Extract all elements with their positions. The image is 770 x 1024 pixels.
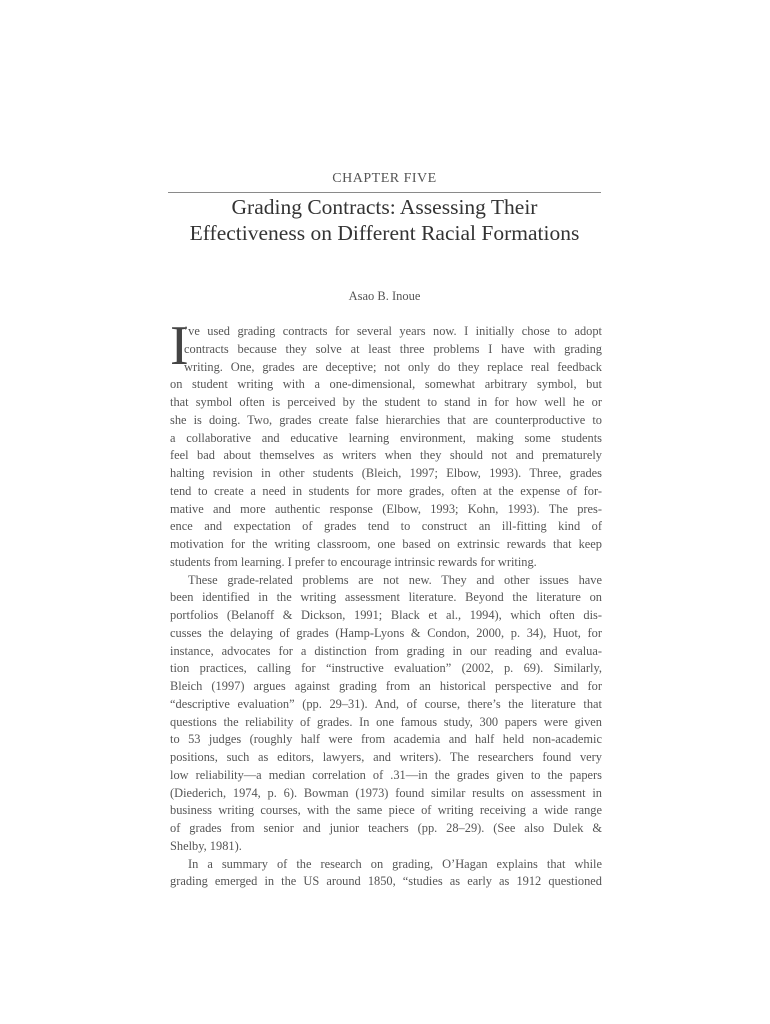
title-rule	[168, 192, 601, 193]
body-line: mative and more authentic response (Elbow, 1993; Kohn, 1993). The pres-	[170, 501, 602, 516]
body-line: tend to create a need in students for more grades, often at the expense of for-	[170, 483, 602, 498]
body-line: Bleich (1997) argues against grading from an historical perspective and for	[170, 679, 602, 693]
body-line: ence and expectation of grades tend to construct an ill-fitting kind of	[170, 519, 602, 534]
body-line: business writing courses, with the same piece of writing receiving a wide range	[170, 803, 602, 818]
body-line: cusses the delaying of grades (Hamp-Lyons & Condon, 2000, p. 34), Huot, for	[170, 625, 602, 640]
body-line: tion practices, calling for “instructive evaluation” (2002, p. 69). Similarly,	[170, 661, 602, 676]
body-line: In a summary of the research on grading, O’Hagan explains that while	[188, 856, 602, 871]
body-line: instance, advocates for a distinction from grading in our reading and evalua-	[170, 643, 602, 658]
body-line: students from learning. I prefer to encourage intrinsic rewards for writing.	[170, 554, 537, 569]
body-line: low reliability—a median correlation of .31—in the grades given to the papers	[170, 767, 602, 782]
body-line: halting revision in other students (Bleich, 1997; Elbow, 1993). Three, grades	[170, 466, 602, 480]
body-line: Shelby, 1981).	[170, 838, 242, 853]
body-line: contracts because they solve at least three problems I have with grading	[184, 341, 602, 356]
chapter-title	[158, 194, 611, 246]
body-line: portfolios (Belanoff & Dickson, 1991; Black et al., 1994), which often dis-	[170, 608, 602, 622]
body-text	[170, 323, 602, 891]
body-line: ’ve used grading contracts for several years now. I initially chose to adopt	[184, 324, 602, 338]
body-line: questions the reliability of grades. In one famous study, 300 papers were given	[170, 714, 602, 729]
body-line: a collaborative and educative learning environment, making some students	[170, 430, 602, 445]
body-line: of grades from senior and junior teachers (pp. 28–29). (See also Dulek &	[170, 821, 602, 835]
chapter-label: CHAPTER FIVE	[332, 171, 437, 186]
body-line: positions, such as editors, lawyers, and writers). The researchers found very	[170, 750, 602, 764]
body-line: “descriptive evaluation” (pp. 29–31). And, of course, there’s the literature that	[170, 696, 602, 711]
author-name: Asao B. Inoue	[348, 289, 421, 303]
body-line: she is doing. Two, grades create false hierarchies that are counterproductive to	[170, 412, 602, 427]
body-line: These grade-related problems are not new. They and other issues have	[188, 572, 602, 587]
body-line: feel bad about themselves as writers when they should not and prematurely	[170, 448, 602, 463]
chapter-title-line-1: Grading Contracts: Assessing Their	[231, 195, 538, 219]
body-line: motivation for the writing classroom, one based on extrinsic rewards that keep	[170, 537, 602, 551]
body-line: that symbol often is perceived by the student to stand in for how well he or	[170, 395, 602, 409]
body-line: on student writing with a one-dimensional, somewhat arbitrary symbol, but	[170, 377, 602, 392]
body-line: to 53 judges (roughly half were from academia and half held non-academic	[170, 732, 602, 747]
drop-cap: I	[170, 315, 189, 377]
body-line: grading emerged in the US around 1850, “studies as early as 1912 questioned	[170, 874, 602, 889]
chapter-title-line-2: Effectiveness on Different Racial Formations	[189, 221, 580, 245]
body-line: been identified in the writing assessment literature. Beyond the literature on	[170, 590, 602, 605]
body-line: (Diederich, 1974, p. 6). Bowman (1973) found similar results on assessment in	[170, 785, 602, 800]
body-line: writing. One, grades are deceptive; not only do they replace real feedback	[184, 359, 602, 374]
